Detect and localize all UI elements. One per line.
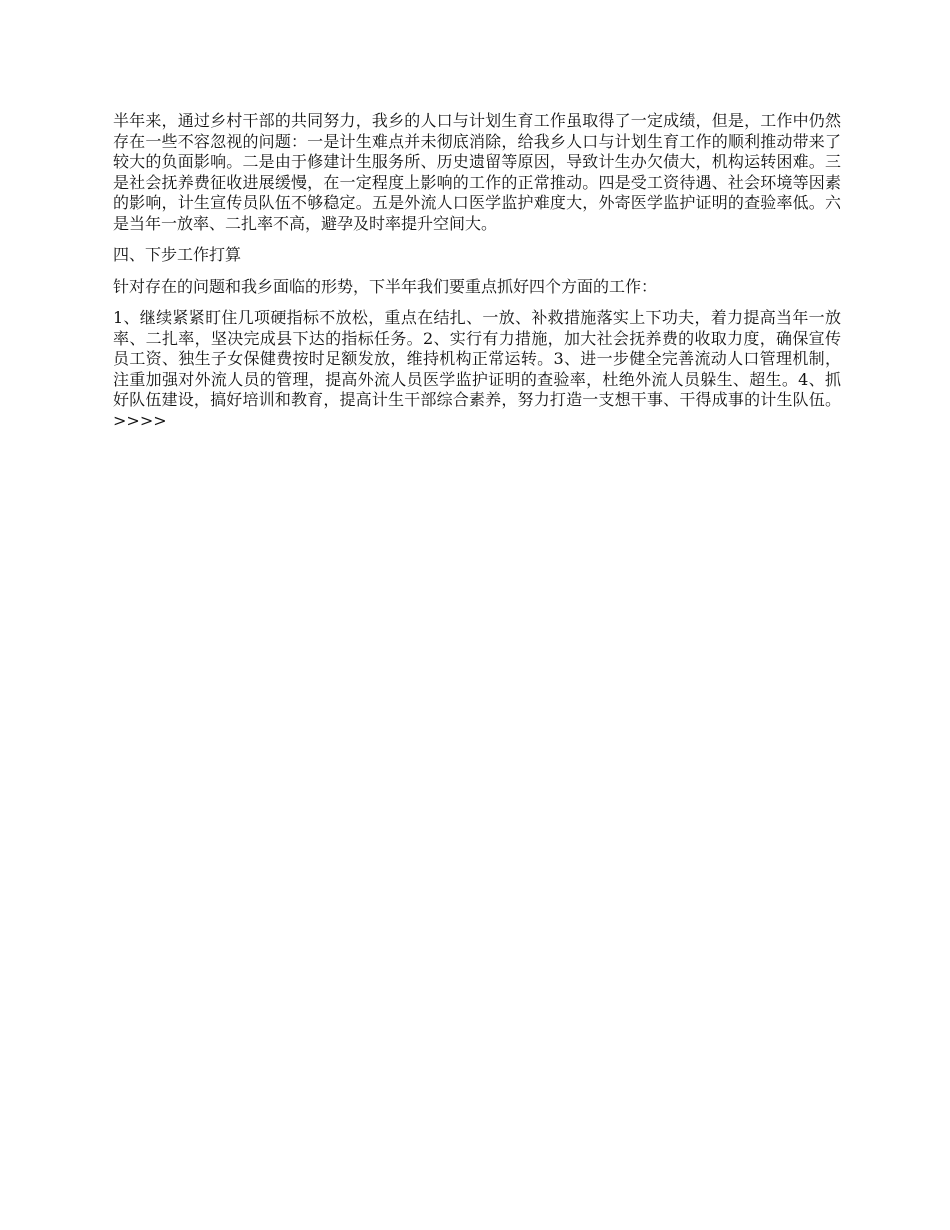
section-heading: 四、下步工作打算: [113, 245, 242, 264]
document-body: [113, 111, 841, 442]
paragraph-problems: 半年来，通过乡村干部的共同努力，我乡的人口与计划生育工作虽取得了一定成绩，但是，工作中仍然存在一些不容忽视的问题：一是计生难点并未彻底消除，给我乡人口与计划生育工作的顺利推动带来了较大的负面影响。二是由于修建计生服务所、历史遗留等原因，导致计生办欠债大，机构运转困难。三是社会抚养费征收进展缓慢，在一定程度上影响的工作的正常推动。四是受工资待遇、社会环境等因素的影响，计生宣传员队伍不够稳定。五是外流人口医学监护难度大，外寄医学监护证明的查验率低。六是当年一放率、二扎率不高，避孕及时率提升空间大。: [113, 111, 841, 233]
paragraph-intro: 针对存在的问题和我乡面临的形势，下半年我们要重点抓好四个方面的工作：: [113, 276, 658, 296]
paragraph-plans: 1、继续紧紧盯住几项硬指标不放松，重点在结扎、一放、补救措施落实上下功夫，着力提高当年一放率、二扎率，坚决完成县下达的指标任务。2、实行有力措施，加大社会抚养费的收取力度，确保宣传员工资、独生子女保健费按时足额发放，维持机构正常运转。3、进一步健全完善流动人口管理机制，注重加强对外流人员的管理，提高外流人员医学监护证明的查验率，杜绝外流人员躲生、超生。4、抓好队伍建设，搞好培训和教育，提高计生干部综合素养，努力打造一支想干事、干得成事的计生队伍。>>>>: [113, 308, 841, 430]
